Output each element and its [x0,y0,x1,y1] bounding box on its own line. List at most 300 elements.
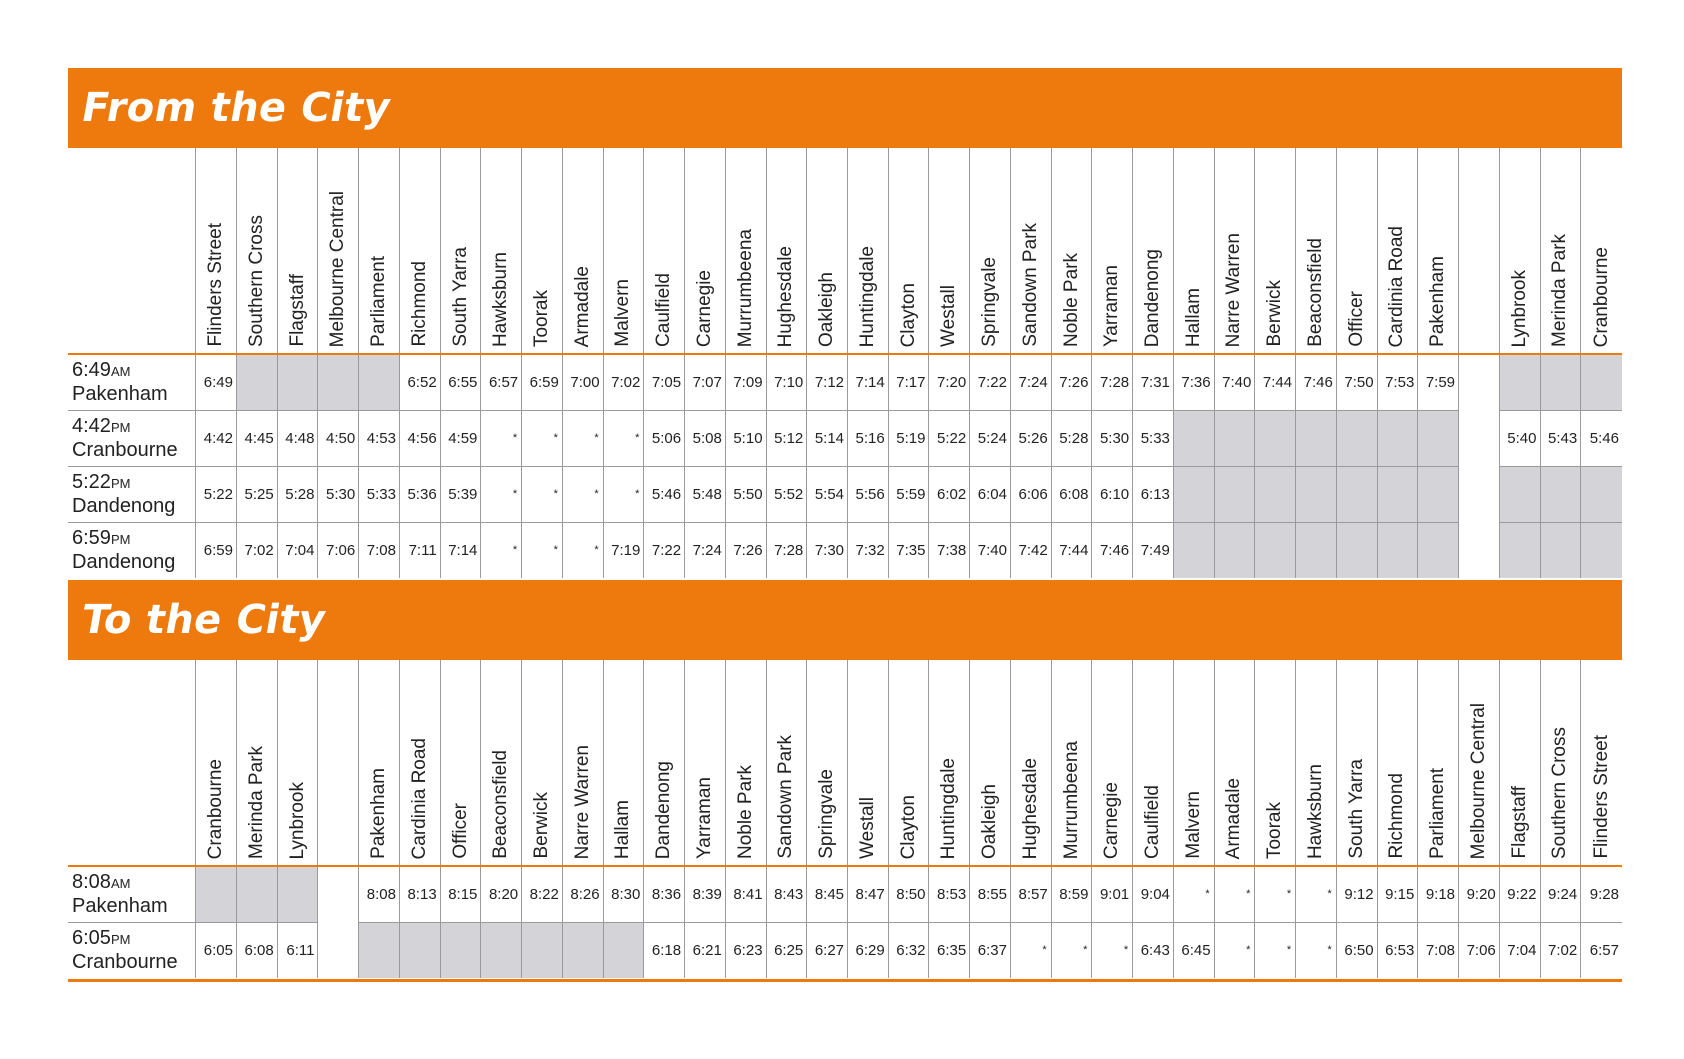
station-name: Carnegie [693,269,715,347]
time-cell: 6:06 [1010,466,1051,522]
station-name: Clayton [897,282,919,347]
station-name: Richmond [1386,773,1408,859]
station-header [929,660,970,866]
not-served-cell [1499,466,1540,522]
station-name: Cranbourne [205,758,227,859]
station-name: Malvern [1182,791,1204,859]
station-header [766,148,807,354]
time-cell: 9:01 [1092,866,1133,922]
station-header [522,660,563,866]
time-cell: 8:59 [1051,866,1092,922]
station-name: Toorak [1264,801,1286,859]
time-cell: 5:24 [970,410,1011,466]
station-header [685,148,726,354]
not-served-cell [1540,522,1581,578]
time-cell: 9:12 [1336,866,1377,922]
header-corner [68,148,196,354]
time-cell: 7:24 [1010,354,1051,410]
no-timed-stop-cell: * [522,410,563,466]
am-pm: PM [110,475,131,491]
station-name: Sandown Park [775,735,797,859]
station-name: Merinda Park [1549,234,1571,347]
time-cell: 5:46 [1581,410,1622,466]
station-name: Springvale [979,257,1001,347]
station-name: Yarraman [1101,264,1123,347]
time-cell: 5:06 [644,410,685,466]
no-timed-stop-cell: * [603,466,644,522]
am-pm: AM [110,875,131,891]
station-header [1092,660,1133,866]
station-header [1377,660,1418,866]
no-timed-stop-cell: * [522,466,563,522]
service-label [68,922,196,978]
time-cell: 5:40 [1499,410,1540,466]
no-timed-stop-cell: * [1296,922,1337,978]
time-cell: 5:33 [1133,410,1174,466]
station-name: Noble Park [1060,253,1082,347]
station-name: Huntingdale [938,757,960,859]
time-cell: 6:55 [440,354,481,410]
departure-time: 6:49 [72,358,111,381]
not-served-cell [1255,410,1296,466]
not-served-cell [1499,354,1540,410]
station-header [440,148,481,354]
time-cell: 7:31 [1133,354,1174,410]
station-name: Hughesdale [1019,757,1041,859]
time-cell: 6:08 [237,922,278,978]
station-name: Flagstaff [1508,786,1530,859]
station-name: Narre Warren [1223,232,1245,347]
station-header [562,660,603,866]
not-served-cell [1255,522,1296,578]
not-served-cell [1581,354,1622,410]
time-cell: 8:26 [562,866,603,922]
station-header [1581,148,1622,354]
time-cell: 7:02 [237,522,278,578]
station-header [603,148,644,354]
time-cell: 8:50 [888,866,929,922]
time-cell: 7:49 [1133,522,1174,578]
from-city-timetable [68,148,1622,578]
station-header [237,660,278,866]
am-pm: AM [110,363,131,379]
station-header [1296,148,1337,354]
not-served-cell [1173,522,1214,578]
not-served-cell [522,922,563,978]
station-header [1010,148,1051,354]
station-header [929,148,970,354]
station-header [481,148,522,354]
no-timed-stop-cell: * [1214,922,1255,978]
station-name: Parliament [1427,768,1449,859]
time-cell: 5:46 [644,466,685,522]
station-name: Toorak [531,289,552,347]
station-header [1051,148,1092,354]
station-name: Westall [856,797,878,859]
station-name: Springvale [816,769,838,859]
time-cell: 6:10 [1092,466,1133,522]
station-header [481,660,522,866]
station-name: Hallam [612,799,634,859]
time-cell: 6:11 [277,922,318,978]
not-served-cell [1214,410,1255,466]
station-name: Hughesdale [775,245,797,347]
station-name: Cranbourne [1590,246,1612,347]
time-cell: 6:29 [848,922,889,978]
bottom-rule [68,979,1622,982]
time-cell: 8:15 [440,866,481,922]
time-cell: 6:23 [725,922,766,978]
station-header [807,660,848,866]
time-cell: 4:53 [359,410,400,466]
time-cell: 9:20 [1459,866,1500,922]
time-cell: 4:56 [399,410,440,466]
no-timed-stop-cell: * [1255,922,1296,978]
time-cell: 5:52 [766,466,807,522]
header-corner [68,660,196,866]
station-header [359,148,400,354]
time-cell: 8:30 [603,866,644,922]
station-name: Melbourne Central [1467,702,1489,859]
time-cell: 8:55 [970,866,1011,922]
not-served-cell [603,922,644,978]
not-served-cell [1336,522,1377,578]
station-name: Carnegie [1101,781,1123,859]
station-name: Berwick [531,792,552,859]
time-cell: 5:12 [766,410,807,466]
not-served-cell [1336,410,1377,466]
station-name: Pakenham [1427,256,1449,347]
service-label [68,466,196,522]
destination: Dandenong [72,550,176,573]
time-cell: 7:10 [766,354,807,410]
station-header [318,148,359,354]
no-timed-stop-cell: * [481,466,522,522]
station-name: Flinders Street [205,223,227,347]
service-label [68,522,196,578]
station-name: Dandenong [653,760,675,859]
service-label [68,410,196,466]
time-cell: 7:02 [1540,922,1581,978]
no-timed-stop-cell: * [562,522,603,578]
time-cell: 7:30 [807,522,848,578]
station-name: Murrumbeena [1060,740,1082,859]
destination: Pakenham [72,894,168,917]
station-header [277,148,318,354]
not-served-cell [237,354,278,410]
station-name: Sandown Park [1019,223,1041,347]
gap-cell [1459,466,1500,522]
time-cell: 9:04 [1133,866,1174,922]
time-cell: 8:36 [644,866,685,922]
not-served-cell [318,354,359,410]
not-served-cell [1173,410,1214,466]
station-name: South Yarra [1345,759,1367,859]
time-cell: 7:59 [1418,354,1459,410]
not-served-cell [237,866,278,922]
departure-time: 6:05 [72,926,111,949]
departure-time: 5:22 [72,470,111,493]
time-cell: 7:04 [1499,922,1540,978]
time-cell: 7:46 [1092,522,1133,578]
time-cell: 8:08 [359,866,400,922]
station-name: Hallam [1182,287,1204,347]
time-cell: 5:22 [196,466,237,522]
time-cell: 7:02 [603,354,644,410]
gap-cell [1459,522,1500,578]
station-header [1336,148,1377,354]
station-header [1214,148,1255,354]
time-cell: 9:15 [1377,866,1418,922]
no-timed-stop-cell: * [481,410,522,466]
time-cell: 5:28 [1051,410,1092,466]
service-label [68,866,196,922]
not-served-cell [481,922,522,978]
station-header [1092,148,1133,354]
time-cell: 6:32 [888,922,929,978]
station-name: Cardinia Road [1386,225,1408,347]
not-served-cell [359,922,400,978]
time-cell: 5:16 [848,410,889,466]
station-header [1296,660,1337,866]
not-served-cell [1418,466,1459,522]
station-header [196,148,237,354]
time-cell: 7:00 [562,354,603,410]
station-name: Yarraman [693,776,715,859]
station-header [1173,660,1214,866]
station-header [277,660,318,866]
station-name: Clayton [897,794,919,859]
time-cell: 5:54 [807,466,848,522]
time-cell: 8:20 [481,866,522,922]
not-served-cell [1540,354,1581,410]
no-timed-stop-cell: * [562,466,603,522]
time-cell: 7:20 [929,354,970,410]
station-name: Cardinia Road [408,737,430,859]
station-name: Beaconsfield [490,750,512,859]
destination: Cranbourne [72,438,178,461]
time-cell: 6:05 [196,922,237,978]
station-name: Beaconsfield [1304,238,1326,347]
station-header [1133,148,1174,354]
station-name: Merinda Park [245,746,267,859]
station-name: Southern Cross [1549,726,1571,859]
time-cell: 7:44 [1051,522,1092,578]
time-cell: 6:59 [196,522,237,578]
time-cell: 7:12 [807,354,848,410]
station-header [888,148,929,354]
not-served-cell [359,354,400,410]
no-timed-stop-cell: * [1092,922,1133,978]
station-name: Narre Warren [571,744,593,859]
not-served-cell [1377,522,1418,578]
station-name: Officer [449,803,471,859]
not-served-cell [277,354,318,410]
station-header [1377,148,1418,354]
station-header [1336,660,1377,866]
time-cell: 5:28 [277,466,318,522]
time-cell: 6:49 [196,354,237,410]
time-cell: 7:44 [1255,354,1296,410]
time-cell: 7:50 [1336,354,1377,410]
am-pm: PM [110,931,131,947]
station-header [399,660,440,866]
time-cell: 7:32 [848,522,889,578]
time-cell: 7:09 [725,354,766,410]
time-cell: 7:46 [1296,354,1337,410]
time-cell: 7:04 [277,522,318,578]
not-served-cell [1296,410,1337,466]
station-name: Pakenham [368,768,390,859]
station-header [970,660,1011,866]
not-served-cell [1296,522,1337,578]
time-cell: 7:22 [644,522,685,578]
time-cell: 4:48 [277,410,318,466]
section-title: To the City [77,597,330,643]
station-header [603,660,644,866]
station-name: Caulfield [1142,785,1164,859]
station-header [399,148,440,354]
gap-cell [318,922,359,978]
station-name: Southern Cross [245,214,267,347]
station-header [1255,660,1296,866]
destination: Cranbourne [72,950,178,973]
station-header [1173,148,1214,354]
station-header [1459,660,1500,866]
time-cell: 7:24 [685,522,726,578]
time-cell: 7:14 [440,522,481,578]
station-name: Armadale [571,265,593,347]
not-served-cell [1581,522,1622,578]
time-cell: 7:26 [1051,354,1092,410]
time-cell: 7:38 [929,522,970,578]
station-name: Hawksburn [1304,763,1326,859]
time-cell: 4:42 [196,410,237,466]
station-header [1540,148,1581,354]
station-header [888,660,929,866]
station-name: Flinders Street [1590,735,1612,859]
station-header [1255,148,1296,354]
station-name: South Yarra [449,247,471,347]
time-cell: 5:59 [888,466,929,522]
station-header [848,148,889,354]
time-cell: 5:39 [440,466,481,522]
time-cell: 7:22 [970,354,1011,410]
not-served-cell [1377,410,1418,466]
time-cell: 7:35 [888,522,929,578]
station-header [1581,660,1622,866]
station-header [562,148,603,354]
time-cell: 7:14 [848,354,889,410]
station-header [848,660,889,866]
station-name: Hawksburn [490,251,512,347]
time-cell: 5:08 [685,410,726,466]
station-name: Noble Park [734,765,756,859]
not-served-cell [1540,466,1581,522]
station-header [644,148,685,354]
not-served-cell [1296,466,1337,522]
time-cell: 7:08 [359,522,400,578]
station-header [1499,148,1540,354]
station-header [807,148,848,354]
time-cell: 6:57 [481,354,522,410]
service-row [68,354,1622,410]
time-cell: 6:59 [522,354,563,410]
time-cell: 4:50 [318,410,359,466]
gap-column-header [318,660,359,866]
time-cell: 9:22 [1499,866,1540,922]
not-served-cell [277,866,318,922]
time-cell: 7:11 [399,522,440,578]
time-cell: 7:40 [1214,354,1255,410]
station-header [196,660,237,866]
station-name: Dandenong [1142,248,1164,347]
station-header [1010,660,1051,866]
no-timed-stop-cell: * [522,522,563,578]
time-cell: 5:36 [399,466,440,522]
station-header [766,660,807,866]
service-row [68,410,1622,466]
to-city-timetable [68,660,1622,978]
station-header [970,148,1011,354]
time-cell: 7:06 [318,522,359,578]
time-cell: 8:57 [1010,866,1051,922]
not-served-cell [1418,522,1459,578]
station-header [1051,660,1092,866]
station-header [644,660,685,866]
time-cell: 9:28 [1581,866,1622,922]
time-cell: 5:19 [888,410,929,466]
time-cell: 7:06 [1459,922,1500,978]
station-header [440,660,481,866]
departure-time: 4:42 [72,414,111,437]
section-title: From the City [77,85,395,131]
not-served-cell [440,922,481,978]
time-cell: 7:28 [1092,354,1133,410]
time-cell: 6:53 [1377,922,1418,978]
not-served-cell [196,866,237,922]
station-name: Lynbrook [1508,269,1530,347]
departure-time: 6:59 [72,526,111,549]
gap-cell [1459,354,1500,410]
time-cell: 5:43 [1540,410,1581,466]
station-header [1499,660,1540,866]
service-row [68,866,1622,922]
not-served-cell [562,922,603,978]
station-header [685,660,726,866]
am-pm: PM [110,419,131,435]
station-name: Malvern [612,279,634,347]
time-cell: 5:10 [725,410,766,466]
station-header [725,148,766,354]
time-cell: 7:07 [685,354,726,410]
time-cell: 8:22 [522,866,563,922]
destination: Dandenong [72,494,176,517]
station-name: Armadale [1223,777,1245,859]
time-cell: 6:45 [1173,922,1214,978]
station-name: Officer [1345,291,1367,347]
station-name: Caulfield [653,273,675,347]
time-cell: 8:39 [685,866,726,922]
station-name: Murrumbeena [734,228,756,347]
time-cell: 7:42 [1010,522,1051,578]
time-cell: 5:50 [725,466,766,522]
time-cell: 6:35 [929,922,970,978]
gap-column-header [1459,148,1500,354]
time-cell: 6:02 [929,466,970,522]
time-cell: 6:21 [685,922,726,978]
not-served-cell [1214,522,1255,578]
